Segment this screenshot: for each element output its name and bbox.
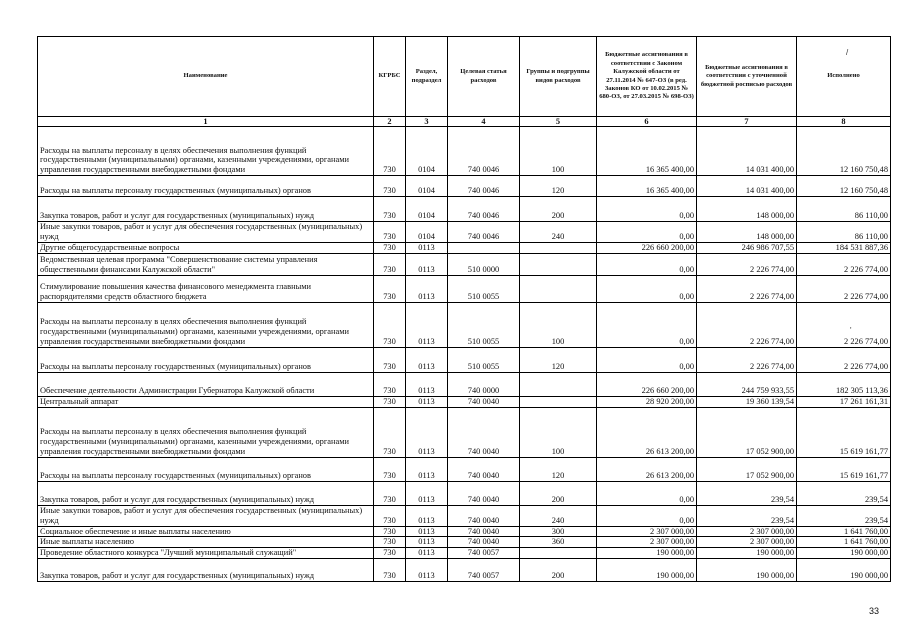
row-kgrbs: 730 [374,396,406,407]
row-group: 240 [520,505,597,526]
row-plan-amount: 148 000,00 [697,222,797,243]
table-row [38,222,891,243]
row-law-amount: 26 613 200,00 [597,457,697,481]
row-group: 120 [520,457,597,481]
row-name: Закупка товаров, работ и услуг для государственных (муниципальных) нужд [38,481,374,505]
table-row [38,275,891,302]
page-number: 33 [869,606,880,616]
row-plan-amount: 244 759 933,55 [697,372,797,396]
row-law-amount: 0,00 [597,222,697,243]
row-kgrbs: 730 [374,548,406,559]
table-row [38,505,891,526]
row-plan-amount: 190 000,00 [697,548,797,559]
row-law-amount: 226 660 200,00 [597,372,697,396]
row-section: 0113 [406,396,448,407]
row-name: Иные закупки товаров, работ и услуг для обеспечения государственных (муниципальных) нужд [38,222,374,243]
row-law-amount: 16 365 400,00 [597,127,697,176]
row-plan-amount: 17 052 900,00 [697,407,797,457]
row-article: 740 0046 [448,127,520,176]
row-article: 740 0040 [448,481,520,505]
row-article: 510 0000 [448,253,520,275]
table-row [38,407,891,457]
column-number: 4 [448,117,520,127]
row-section: 0113 [406,302,448,347]
table-row [38,457,891,481]
column-number: 3 [406,117,448,127]
table-row [38,558,891,581]
row-name: Социальное обеспечение и иные выплаты населению [38,526,374,537]
row-executed-amount: 239,54 [797,505,891,526]
table-row [38,243,891,254]
table-row [38,537,891,548]
row-section: 0113 [406,243,448,254]
row-plan-amount: 239,54 [697,505,797,526]
row-section: 0113 [406,407,448,457]
row-law-amount: 2 307 000,00 [597,526,697,537]
row-plan-amount: 2 226 774,00 [697,253,797,275]
row-article: 510 0055 [448,302,520,347]
row-law-amount: 0,00 [597,481,697,505]
row-kgrbs: 730 [374,127,406,176]
row-section: 0113 [406,372,448,396]
row-section: 0113 [406,457,448,481]
header-law-assignment: Бюджетные ассигнования в соответствии с Законом Калужской области от 27.11.2014 № 647-ОЗ (в ред. Законов КО от 10.02.2015 № 680-ОЗ, от 27.03.2015 № 698-ОЗ) [597,37,697,117]
row-name: Расходы на выплаты персоналу государственных (муниципальных) органов [38,176,374,197]
header-kgrbs: КГРБС [374,37,406,117]
row-executed-amount: 2 226 774,00 [797,347,891,372]
row-executed-amount: 17 261 161,31 [797,396,891,407]
budget-table [37,36,891,582]
row-group: 300 [520,526,597,537]
header-article: Целевая статья расходов [448,37,520,117]
row-name: Закупка товаров, работ и услуг для государственных (муниципальных) нужд [38,558,374,581]
row-executed-amount: 12 160 750,48 [797,176,891,197]
row-law-amount: 0,00 [597,253,697,275]
header-executed: Исполнено [797,37,891,117]
row-plan-amount: 2 226 774,00 [697,275,797,302]
row-executed-amount: 2 226 774,00 [797,253,891,275]
row-executed-amount: 15 619 161,77 [797,457,891,481]
row-section: 0104 [406,222,448,243]
row-section: 0113 [406,275,448,302]
row-article: 740 0040 [448,505,520,526]
column-number: 8 [797,117,891,127]
row-name: Расходы на выплаты персоналу государственных (муниципальных) органов [38,347,374,372]
row-name: Расходы на выплаты персоналу в целях обеспечения выполнения функций государственными (муниципальными) органами, казенными учреждениями, органами управления государственными внебюджетными фондами [38,127,374,176]
row-kgrbs: 730 [374,505,406,526]
row-kgrbs: 730 [374,176,406,197]
row-kgrbs: 730 [374,243,406,254]
row-article: 740 0046 [448,222,520,243]
row-group [520,372,597,396]
row-kgrbs: 730 [374,302,406,347]
row-name: Иные закупки товаров, работ и услуг для обеспечения государственных (муниципальных) нужд [38,505,374,526]
header-row [38,37,891,117]
column-number-row [38,117,891,127]
row-law-amount: 16 365 400,00 [597,176,697,197]
row-executed-amount: 2 226 774,00 [797,302,891,347]
row-kgrbs: 730 [374,537,406,548]
row-group [520,253,597,275]
row-kgrbs: 730 [374,347,406,372]
row-section: 0104 [406,127,448,176]
row-plan-amount: 19 360 139,54 [697,396,797,407]
row-executed-amount: 12 160 750,48 [797,127,891,176]
row-name: Расходы на выплаты персоналу в целях обеспечения выполнения функций государственными (муниципальными) органами, казенными учреждениями, органами управления государственными внебюджетными фондами [38,407,374,457]
row-plan-amount: 246 986 707,55 [697,243,797,254]
row-plan-amount: 2 226 774,00 [697,347,797,372]
row-group [520,396,597,407]
row-group [520,548,597,559]
row-article: 510 0055 [448,347,520,372]
row-executed-amount: 1 641 760,00 [797,537,891,548]
row-executed-amount: 190 000,00 [797,548,891,559]
row-kgrbs: 730 [374,197,406,222]
row-law-amount: 0,00 [597,347,697,372]
row-article: 740 0000 [448,372,520,396]
row-kgrbs: 730 [374,481,406,505]
row-article: 740 0046 [448,176,520,197]
row-name: Расходы на выплаты персоналу государственных (муниципальных) органов [38,457,374,481]
row-group: 100 [520,407,597,457]
column-number: 7 [697,117,797,127]
row-section: 0113 [406,537,448,548]
table-row [38,481,891,505]
row-section: 0104 [406,176,448,197]
table-row [38,372,891,396]
row-section: 0113 [406,481,448,505]
row-name: Закупка товаров, работ и услуг для государственных (муниципальных) нужд [38,197,374,222]
row-section: 0113 [406,347,448,372]
row-group: 120 [520,347,597,372]
table-row [38,253,891,275]
row-executed-amount: 86 110,00 [797,222,891,243]
table-row [38,347,891,372]
row-law-amount: 0,00 [597,197,697,222]
row-section: 0113 [406,253,448,275]
row-law-amount: 28 920 200,00 [597,396,697,407]
row-article [448,243,520,254]
row-name: Другие общегосударственные вопросы [38,243,374,254]
header-section: Раздел, подраздел [406,37,448,117]
row-article: 740 0040 [448,457,520,481]
row-name: Расходы на выплаты персоналу в целях обеспечения выполнения функций государственными (муниципальными) органами, казенными учреждениями, органами управления государственными внебюджетными фондами [38,302,374,347]
row-section: 0113 [406,548,448,559]
row-executed-amount: 239,54 [797,481,891,505]
row-plan-amount: 14 031 400,00 [697,127,797,176]
row-executed-amount: 2 226 774,00 [797,275,891,302]
row-group: 100 [520,127,597,176]
row-kgrbs: 730 [374,275,406,302]
header-plan-assignment: Бюджетные ассигнования в соответствии с уточненной бюджетной росписью расходов [697,37,797,117]
row-executed-amount: 86 110,00 [797,197,891,222]
scan-mark: ' [850,326,852,335]
row-kgrbs: 730 [374,407,406,457]
row-article: 740 0046 [448,197,520,222]
header-group: Группы и подгруппы видов расходов [520,37,597,117]
row-article: 740 0040 [448,537,520,548]
row-article: 510 0055 [448,275,520,302]
row-article: 740 0057 [448,558,520,581]
row-law-amount: 0,00 [597,505,697,526]
row-law-amount: 226 660 200,00 [597,243,697,254]
row-plan-amount: 148 000,00 [697,197,797,222]
row-section: 0104 [406,197,448,222]
column-number: 6 [597,117,697,127]
row-plan-amount: 2 226 774,00 [697,302,797,347]
row-article: 740 0040 [448,526,520,537]
column-number: 1 [38,117,374,127]
row-law-amount: 0,00 [597,275,697,302]
row-group: 100 [520,302,597,347]
row-plan-amount: 190 000,00 [697,558,797,581]
row-article: 740 0040 [448,396,520,407]
row-kgrbs: 730 [374,558,406,581]
row-plan-amount: 2 307 000,00 [697,537,797,548]
row-executed-amount: 15 619 161,77 [797,407,891,457]
table-row [38,396,891,407]
row-name: Центральный аппарат [38,396,374,407]
scan-mark: / [846,48,849,57]
row-executed-amount: 1 641 760,00 [797,526,891,537]
column-number: 2 [374,117,406,127]
row-executed-amount: 184 531 887,36 [797,243,891,254]
row-kgrbs: 730 [374,222,406,243]
row-article: 740 0057 [448,548,520,559]
header-name: Наименование [38,37,374,117]
row-law-amount: 2 307 000,00 [597,537,697,548]
table-row [38,176,891,197]
row-law-amount: 26 613 200,00 [597,407,697,457]
row-kgrbs: 730 [374,253,406,275]
row-plan-amount: 17 052 900,00 [697,457,797,481]
row-law-amount: 0,00 [597,302,697,347]
row-group: 200 [520,197,597,222]
row-section: 0113 [406,505,448,526]
column-number: 5 [520,117,597,127]
row-kgrbs: 730 [374,526,406,537]
row-executed-amount: 182 305 113,36 [797,372,891,396]
row-name: Иные выплаты населению [38,537,374,548]
row-kgrbs: 730 [374,372,406,396]
table-row [38,127,891,176]
table-row [38,197,891,222]
row-group: 360 [520,537,597,548]
row-group: 120 [520,176,597,197]
row-section: 0113 [406,526,448,537]
row-kgrbs: 730 [374,457,406,481]
row-article: 740 0040 [448,407,520,457]
row-name: Проведение областного конкурса "Лучший муниципальный служащий" [38,548,374,559]
row-executed-amount: 190 000,00 [797,558,891,581]
row-name: Стимулирование повышения качества финансового менеджмента главными распорядителями средств областного бюджета [38,275,374,302]
row-section: 0113 [406,558,448,581]
row-plan-amount: 239,54 [697,481,797,505]
row-name: Обеспечение деятельности Администрации Губернатора Калужской области [38,372,374,396]
row-plan-amount: 2 307 000,00 [697,526,797,537]
table-row [38,526,891,537]
row-name: Ведомственная целевая программа "Совершенствование системы управления общественными финансами Калужской области" [38,253,374,275]
row-group [520,243,597,254]
row-group: 200 [520,558,597,581]
row-law-amount: 190 000,00 [597,558,697,581]
table-row [38,302,891,347]
row-group: 200 [520,481,597,505]
table-row [38,548,891,559]
row-group [520,275,597,302]
row-plan-amount: 14 031 400,00 [697,176,797,197]
row-law-amount: 190 000,00 [597,548,697,559]
row-group: 240 [520,222,597,243]
